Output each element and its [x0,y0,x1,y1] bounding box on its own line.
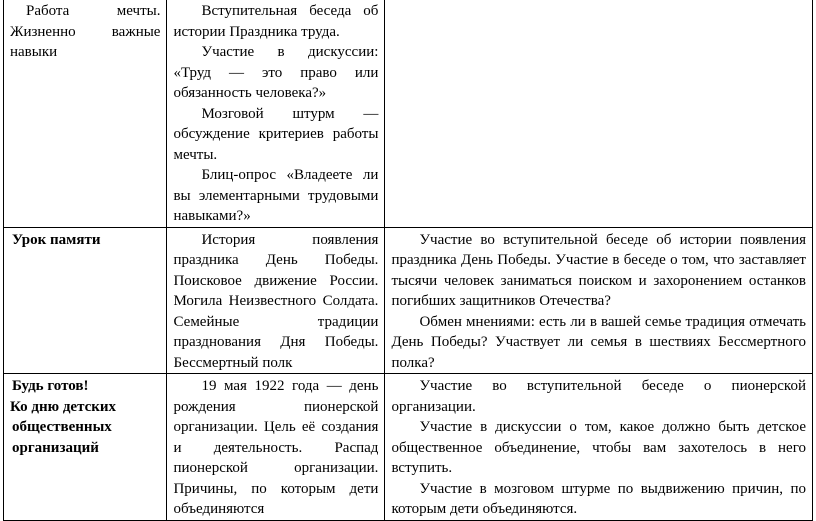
content-paragraph: 19 мая 1922 года — день рождения пионерской организации. Цель её создания и деятельность. Распад пионерской организации. Причины, по которым дети объединяются [173,378,379,517]
activity-paragraph: Участие в дискуссии о том, какое должно быть детское общественное объединение, чтобы вам захотелось в него вступить. [391,419,806,476]
topic-line: Урок памяти [12,231,101,248]
activity-paragraph: Участие во вступительной беседе о пионерской организации. [391,378,806,415]
table-row [4,0,813,227]
content-paragraph: Блиц-опрос «Владеете ли вы элементарными трудовыми навыками?» [173,167,379,224]
table-row [4,374,813,521]
content-cell [167,0,385,227]
content-paragraph: История появления праздника День Победы. Поисковое движение России. Могила Неизвестного Солдата. Семейные традиции празднования Дня Победы. Бессмертный полк [173,231,379,371]
topic-cell [4,227,167,374]
content-paragraph: Вступительная беседа об истории Праздника труда. [173,3,379,40]
topic-line: навыки [10,44,58,60]
content-paragraph: Мозговой штурм — обсуждение критериев работы мечты. [173,105,379,163]
activities-cell [385,0,813,227]
topic-line: Работа мечты. [26,3,161,19]
activity-paragraph: Обмен мнениями: есть ли в вашей семье традиция отмечать День Победы? Участвует ли семья в шествиях Бессмертного полка? [391,313,806,371]
activity-paragraph: Участие во вступительной беседе об истории появления праздника День Победы. Участие в беседе о том, что заставляет тысячи человек заниматься поиском и захоронением останков погибших защитников Отечества? [391,231,806,309]
lesson-plan-table [3,0,813,521]
topic-line: организаций [12,439,99,456]
topic-cell [4,374,167,521]
content-paragraph: Участие в дискуссии: «Труд — это право или обязанность человека?» [173,44,379,101]
topic-cell [4,0,167,227]
topic-line: Ко дню детских [10,398,117,415]
topic-line: общественных [12,419,112,435]
activities-cell [385,227,813,374]
content-cell [167,374,385,521]
activity-paragraph: Участие в мозговом штурме по выдвижению причин, по которым дети объединяются. [391,480,806,517]
activities-cell [385,374,813,521]
topic-line: Жизненно важные [10,23,161,40]
content-cell [167,227,385,374]
topic-line: Будь готов! [12,378,89,394]
table-row [4,227,813,374]
